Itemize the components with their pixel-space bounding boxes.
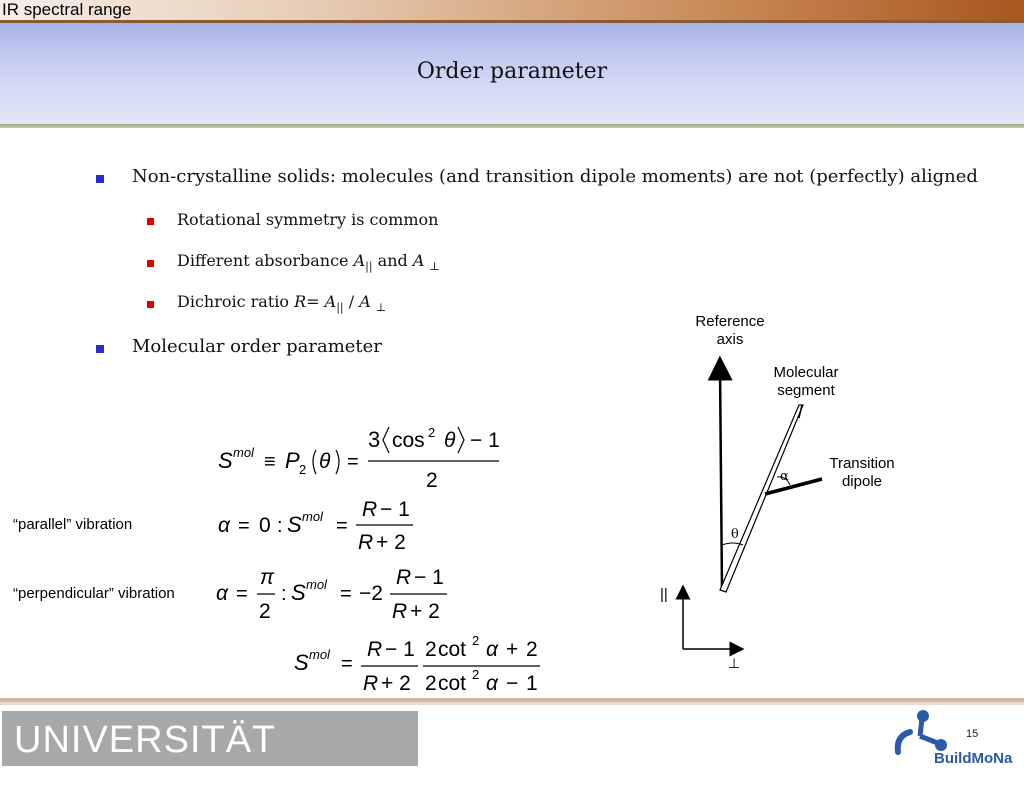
f1-P-sub: 2 bbox=[299, 462, 307, 477]
f4-eq: = bbox=[341, 653, 353, 675]
f4-num2-two: 2 bbox=[425, 638, 437, 661]
f4-den2-alpha: α bbox=[486, 672, 498, 695]
university-name: UNIVERSITÄT LEIPZIG bbox=[14, 719, 276, 804]
dichroic-slash: / bbox=[343, 292, 360, 311]
f1-cos-theta: θ bbox=[444, 429, 456, 452]
f2-eq2: = bbox=[336, 515, 348, 537]
university-logo bbox=[2, 711, 418, 804]
f4-num2-plus: + bbox=[506, 638, 519, 661]
f4-den2-exp: 2 bbox=[472, 667, 480, 682]
f1-theta: θ bbox=[319, 450, 331, 473]
f4-den2-cot: cot bbox=[438, 672, 467, 695]
f1-eq: = bbox=[347, 451, 359, 473]
label-parallel-vibration: “parallel” vibration bbox=[13, 516, 133, 533]
absorbance-A: A bbox=[353, 251, 366, 270]
f4-mol: mol bbox=[309, 647, 330, 662]
f1-equiv: ≡ bbox=[264, 451, 276, 473]
f3-colon: : bbox=[281, 583, 287, 605]
brand-name: BuildMoNa bbox=[934, 750, 1013, 767]
f2-den-rest: + 2 bbox=[376, 531, 406, 554]
f4-num2-two-b: 2 bbox=[526, 638, 538, 661]
molecular-segment-shape bbox=[720, 405, 803, 592]
transition-dipole-line bbox=[765, 479, 822, 494]
f4-den2-one: 1 bbox=[526, 672, 538, 695]
f3-eq: = bbox=[236, 583, 248, 605]
f1-mol: mol bbox=[233, 445, 254, 460]
absorbance-parallel: || bbox=[365, 260, 373, 274]
slide-title: Order parameter bbox=[416, 59, 608, 84]
f1-S: S bbox=[218, 448, 233, 473]
absorbance-and: and bbox=[372, 251, 413, 270]
absorbance-A2: A bbox=[412, 251, 425, 270]
f3-minus-two: −2 bbox=[359, 582, 383, 605]
dichroic-text: Dichroic ratio bbox=[177, 292, 295, 311]
f4-num2-cot: cot bbox=[438, 638, 467, 661]
f3-den-rest: + 2 bbox=[410, 600, 440, 623]
f4-den-R: R bbox=[363, 672, 379, 695]
sub-bullet-rotational: Rotational symmetry is common bbox=[177, 210, 439, 229]
f4-num-rest: − 1 bbox=[385, 638, 415, 661]
section-title: IR spectral range bbox=[2, 0, 132, 19]
bullet-noncrystalline: Non-crystalline solids: molecules (and transition dipole moments) are not (perfectly) aligned bbox=[132, 166, 978, 187]
f2-mol: mol bbox=[302, 509, 323, 524]
dichroic-eq: = bbox=[306, 292, 325, 311]
theta-symbol: θ bbox=[731, 527, 739, 542]
f2-zero: 0 bbox=[259, 514, 271, 537]
absorbance-text: Different absorbance bbox=[177, 251, 354, 270]
bullet-order-parameter: Molecular order parameter bbox=[132, 336, 382, 357]
f4-num2-exp: 2 bbox=[472, 633, 480, 648]
buildmona-logo-icon bbox=[894, 708, 954, 756]
f2-alpha: α bbox=[218, 514, 230, 537]
f3-den-R: R bbox=[392, 600, 408, 623]
f3-eq2: = bbox=[340, 583, 352, 605]
f3-num-R: R bbox=[396, 566, 412, 589]
label-reference-axis: Reference axis bbox=[695, 313, 765, 348]
f2-colon: : bbox=[277, 515, 283, 537]
f3-num-rest: − 1 bbox=[414, 566, 444, 589]
f1-cos-exp: 2 bbox=[428, 425, 436, 440]
f4-num2-alpha: α bbox=[486, 638, 498, 661]
f4-den2-two: 2 bbox=[425, 672, 437, 695]
dichroic-A: A bbox=[324, 292, 337, 311]
f3-two: 2 bbox=[259, 600, 271, 623]
parallel-symbol: || bbox=[660, 586, 668, 603]
f2-S: S bbox=[287, 512, 302, 537]
label-perpendicular-vibration: “perpendicular” vibration bbox=[13, 585, 175, 602]
dichroic-perp: ⊥ bbox=[375, 301, 387, 315]
f2-eq: = bbox=[238, 515, 250, 537]
alpha-symbol: α bbox=[780, 469, 789, 484]
f3-S: S bbox=[291, 580, 306, 605]
f1-denominator: 2 bbox=[426, 469, 438, 492]
f4-den-rest: + 2 bbox=[381, 672, 411, 695]
dichroic-R: R bbox=[294, 292, 307, 311]
f1-three: 3 bbox=[368, 427, 381, 452]
dichroic-parallel: || bbox=[336, 301, 344, 315]
f2-num-R: R bbox=[362, 498, 378, 521]
reference-axis-line bbox=[720, 368, 722, 590]
f4-den2-minus: − bbox=[506, 672, 519, 695]
f4-S: S bbox=[294, 650, 309, 675]
label-transition-dipole: Transition dipole bbox=[829, 455, 895, 490]
f4-num-R: R bbox=[367, 638, 383, 661]
perpendicular-symbol: ⊥ bbox=[728, 655, 741, 671]
f1-minus-one: − 1 bbox=[470, 429, 500, 452]
f3-mol: mol bbox=[306, 577, 327, 592]
absorbance-perp: ⊥ bbox=[429, 260, 440, 274]
f3-pi: π bbox=[260, 566, 275, 589]
dichroic-A2: A bbox=[359, 292, 371, 311]
footer-divider-light bbox=[0, 702, 1024, 705]
f1-cos: cos bbox=[392, 429, 425, 452]
label-molecular-segment: Molecular segment bbox=[773, 364, 839, 399]
page-number: 15 bbox=[966, 728, 979, 740]
f3-alpha: α bbox=[216, 582, 228, 605]
f2-den-R: R bbox=[358, 531, 374, 554]
f2-num-rest: − 1 bbox=[380, 498, 410, 521]
f1-P: P bbox=[285, 448, 300, 473]
